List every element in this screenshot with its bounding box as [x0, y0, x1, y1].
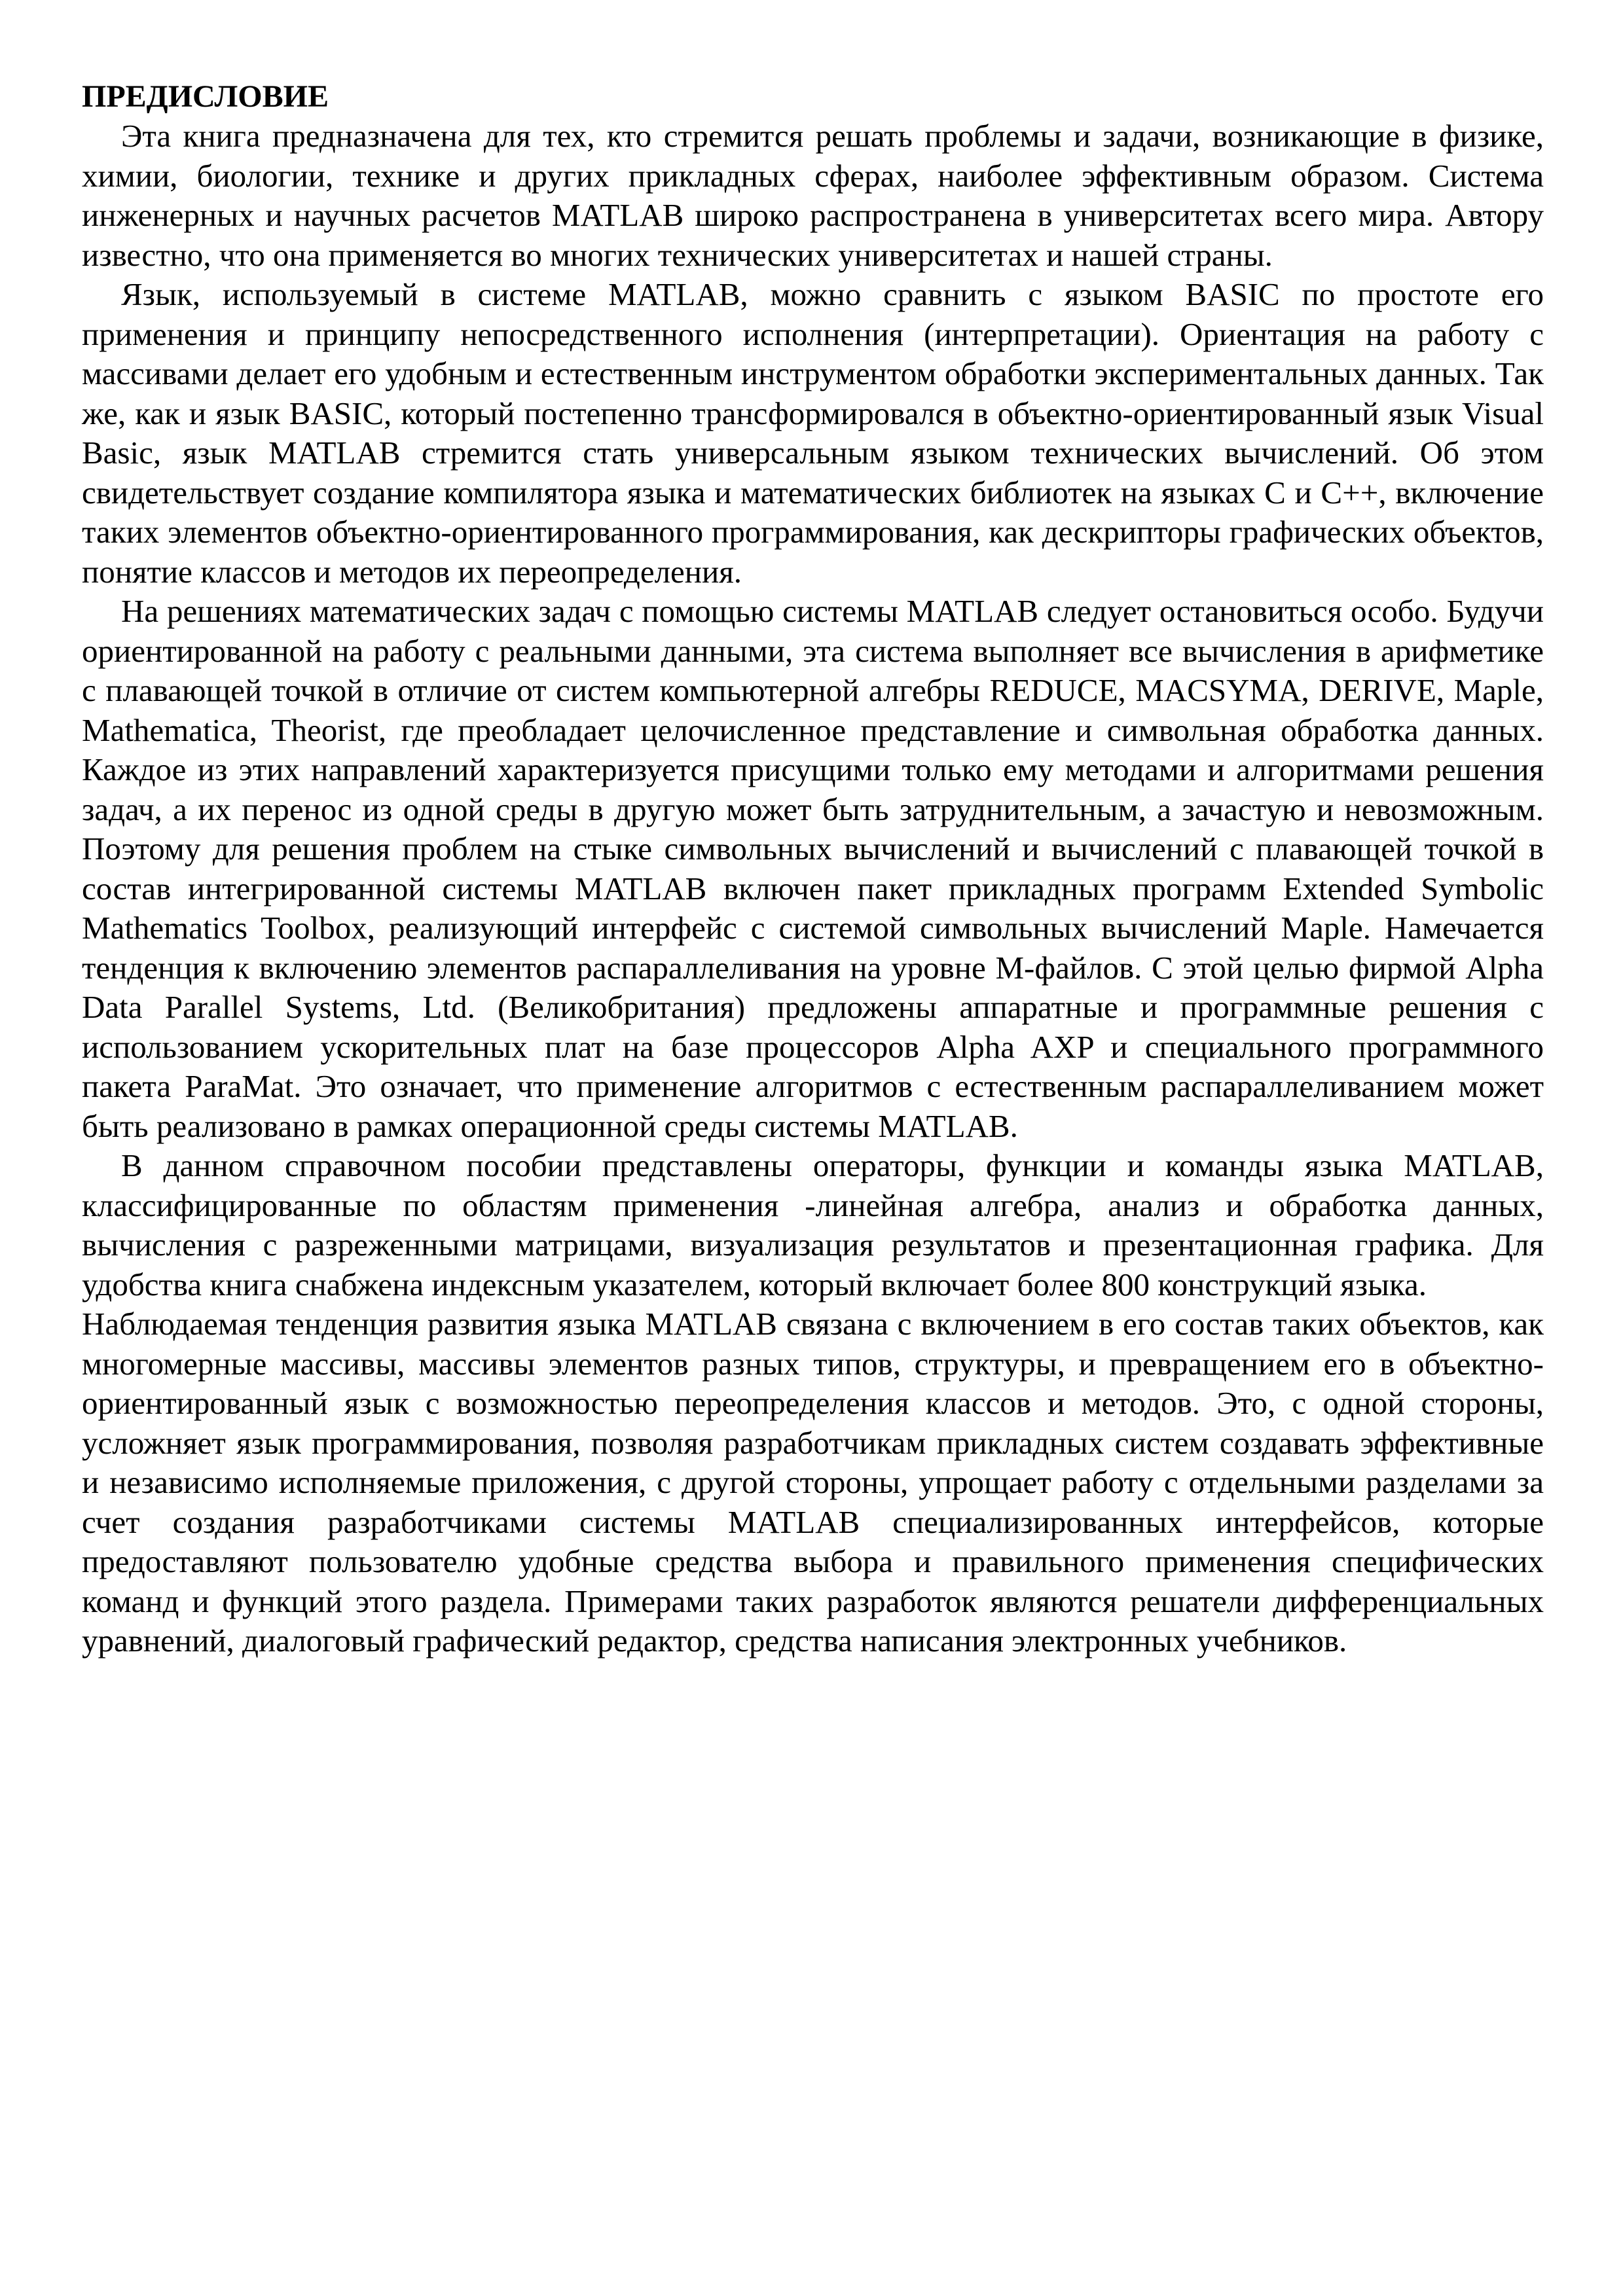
paragraph-math-tasks: На решениях математических задач с помощью системы MATLAB следует остановиться особо. Будучи ориентированной на работу с реальными данными, эта система выполняет все вычисления в арифметике с плавающей точкой в отличие от систем компьютерной алгебры REDUCE, MACSYMA, DERIVE, Maple, Mathematica, Theorist, где преобладает целочисленное представление и символьная обработка данных. Каждое из этих направлений характеризуется присущими только ему методами и алгоритмами решения задач, а их перенос из одной среды в другую может быть затруднительным, а зачастую и невозможным. Поэтому для решения проблем на стыке символьных вычислений и вычислений с плавающей точкой в состав интегрированной системы MATLAB включен пакет прикладных программ Extended Symbolic Mathematics Toolbox, реализующий интерфейс с системой символьных вычислений Maple. Намечается тенденция к включению элементов распараллеливания на уровне М-файлов. С этой целью фирмой Alpha Data Parallel Systems, Ltd. (Великобритания) предложены аппаратные и программные решения с использованием ускорительных плат на базе процессоров Alpha AXP и специального программного пакета ParaMat. Это означает, что применение алгоритмов с естественным распараллеливанием может быть реализовано в рамках операционной среды системы MATLAB. — [82, 593, 1544, 1144]
document-page — [82, 77, 1544, 1661]
paragraph-development-trend: Наблюдаемая тенденция развития языка MATLAB связана с включением в его состав таких объектов, как многомерные массивы, массивы элементов разных типов, структуры, и превращением его в объектно-ориентированный язык с возможностью переопределения классов и методов. Это, с одной стороны, усложняет язык программирования, позволяя разработчикам прикладных систем создавать эффективные и независимо исполняемые приложения, с другой стороны, упрощает работу с отдельными разделами за счет создания разработчиками системы MATLAB специализированных интерфейсов, которые предоставляют пользователю удобные средства выбора и правильного применения специфических команд и функций этого раздела. Примерами таких разработок являются решатели дифференциальных уравнений, диалоговый графический редактор, средства написания электронных учебников. — [82, 1306, 1544, 1659]
paragraph-intro: Эта книга предназначена для тех, кто стремится решать проблемы и задачи, возникающие в физике, химии, биологии, технике и других прикладных сферах, наиболее эффективным образом. Система инженерных и научных расчетов MATLAB широко распространена в университетах всего мира. Автору известно, что она применяется во многих технических университетах и нашей страны. — [82, 118, 1544, 273]
section-heading: ПРЕДИСЛОВИЕ — [82, 79, 329, 114]
paragraph-language: Язык, используемый в системе MATLAB, можно сравнить с языком BASIC по простоте его применения и принципу непосредственного исполнения (интерпретации). Ориентация на работу с массивами делает его удобным и естественным инструментом обработки экспериментальных данных. Так же, как и язык BASIC, который постепенно трансформировался в объектно-ориентированный язык Visual Basic, язык MATLAB стремится стать универсальным языком технических вычислений. Об этом свидетельствует создание компилятора языка и математических библиотек на языках С и С++, включение таких элементов объектно-ориентированного программирования, как дескрипторы графических объектов, понятие классов и методов их переопределения. — [82, 276, 1544, 590]
paragraph-reference-guide: В данном справочном пособии представлены операторы, функции и команды языка MATLAB, классифицированные по областям применения -линейная алгебра, анализ и обработка данных, вычисления с разреженными матрицами, визуализация результатов и презентационная графика. Для удобства книга снабжена индексным указателем, который включает более 800 конструкций языка. — [82, 1147, 1544, 1302]
